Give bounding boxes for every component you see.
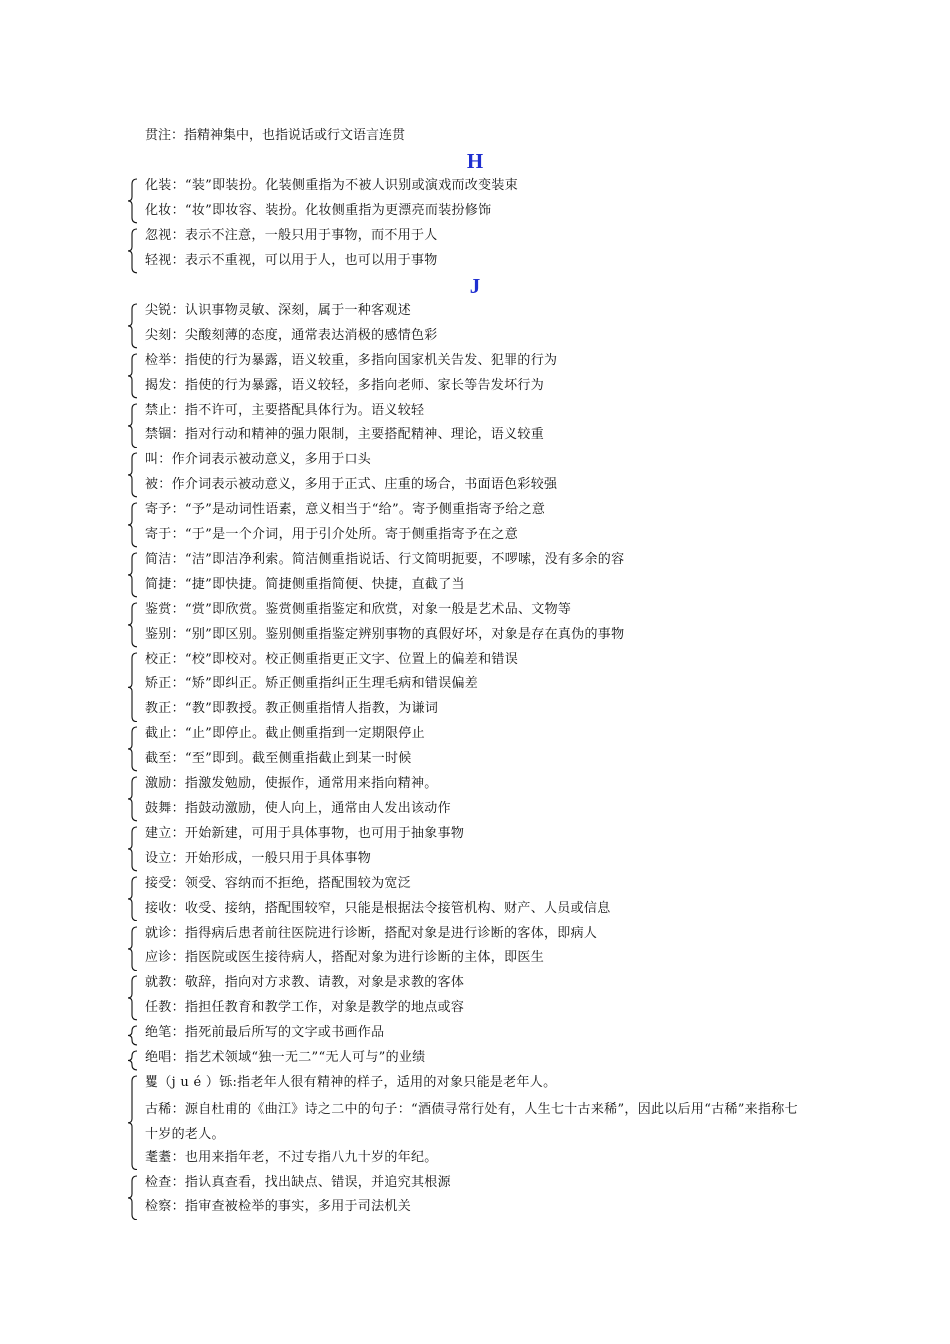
entry-line: 接受：领受、容纳而不拒绝，搭配围较为宽泛 <box>145 875 412 891</box>
entry-line: 绝笔：指死前最后所写的文字或书画作品 <box>145 1025 385 1041</box>
entry-line: 耄耋：也用来指年老，不过专指八九十岁的年纪。 <box>145 1149 438 1165</box>
entry-line: 化装：“装”即装扮。化装侧重指为不被人识别或演戏而改变装束 <box>145 178 518 193</box>
brace-icon <box>128 1175 138 1221</box>
entry-line: 鉴别：“别”即区别。鉴别侧重指鉴定辨别事物的真假好坏，对象是存在真伪的事物 <box>145 626 625 642</box>
entry-line: 简洁：“洁”即洁净利索。简洁侧重指说话、行文简明扼要，不啰嗦，没有多余的容 <box>145 552 625 567</box>
brace-icon <box>128 602 138 648</box>
entry-line: 忽视：表示不注意，一般只用于事物，而不用于人 <box>145 227 438 243</box>
entry-line: 教正：“教”即教授。教正侧重指情人指教，为谦词 <box>145 701 439 717</box>
entry-line: 轻视：表示不重视，可以用于人，也可以用于事物 <box>145 252 438 268</box>
entry-line: 禁止：指不许可，主要搭配具体行为。语义较轻 <box>145 402 425 418</box>
entry-group <box>128 824 808 874</box>
entry-line: 寄予：“予”是动词性语素，意义相当于“给”。寄予侧重指寄予给之意 <box>145 502 546 518</box>
entry-line: 应诊：指医院或医生接待病人，搭配对象为进行诊断的主体，即医生 <box>145 950 545 966</box>
entry-group <box>128 924 808 974</box>
brace-icon <box>128 876 138 922</box>
entry-line: 就教：敬辞，指向对方求教、请教，对象是求教的客体 <box>145 975 465 991</box>
entry-group <box>128 550 808 600</box>
entry-line: 绝唱：指艺术领域“独一无二”“无人可与”的业绩 <box>145 1050 426 1065</box>
entry-line: 被：作介词表示被动意义，多用于正式、庄重的场合，书面语色彩较强 <box>145 477 558 493</box>
brace-icon <box>128 228 138 274</box>
entry-line: 激励：指激发勉励，使振作，通常用来指向精神。 <box>145 776 438 792</box>
entry-group <box>128 176 808 226</box>
entry-group <box>128 600 808 650</box>
entry-line: 就诊：指得病后患者前往医院进行诊断，搭配对象是进行诊断的客体，即病人 <box>145 925 598 941</box>
entry-line: 古稀：源自杜甫的《曲江》诗之二中的句子：“酒债寻常行处有，人生七十古来稀”，因此以后用“古稀”来指称七十岁的老人。 <box>145 1101 798 1142</box>
entry-line: 校正：“校”即校对。校正侧重指更正文字、位置上的偏差和错误 <box>145 651 518 667</box>
entry-group <box>128 301 808 351</box>
entry-line: 检举：指使的行为暴露，语义较重，多指向国家机关告发、犯罪的行为 <box>145 352 558 368</box>
entry-line: 设立：开始形成，一般只用于具体事物 <box>145 850 372 866</box>
entry-group <box>128 1023 808 1048</box>
brace-icon <box>128 403 138 449</box>
entry-group <box>128 774 808 824</box>
entry-line: 尖锐：认识事物灵敏、深刻，属于一种客观述 <box>145 303 412 318</box>
entry-group <box>128 650 808 725</box>
entry-line: 检查：指认真查看，找出缺点、错误，并追究其根源 <box>145 1174 451 1190</box>
section-letter: J <box>469 274 481 298</box>
entry-line: 禁锢：指对行动和精神的强力限制，主要搭配精神、理论，语义较重 <box>145 427 545 443</box>
entry-line: 矫正：“矫”即纠正。矫正侧重指纠正生理毛病和错误偏差 <box>145 676 479 692</box>
entry-group <box>128 1048 808 1073</box>
brace-icon <box>128 726 138 772</box>
entry-group <box>128 500 808 550</box>
brace-icon <box>128 926 138 972</box>
brace-icon <box>128 1025 138 1046</box>
entry-group <box>128 874 808 924</box>
brace-icon <box>128 776 138 822</box>
entry-line: 贯注：指精神集中，也指说话或行文语言连贯 <box>145 128 406 143</box>
entry-line: 矍（j u é ）铄:指老年人很有精神的样子，适用的对象只能是老年人。 <box>145 1074 557 1090</box>
entry-line: 揭发：指使的行为暴露，语义较轻，多指向老师、家长等告发坏行为 <box>145 377 545 393</box>
section-letter: H <box>466 149 484 173</box>
entry-line: 任教：指担任教育和教学工作，对象是教学的地点或容 <box>145 1000 465 1016</box>
entry-line: 化妆：“妆”即妆容、装扮。化妆侧重指为更漂亮而装扮修饰 <box>145 202 492 218</box>
entry-line: 检察：指审查被检举的事实，多用于司法机关 <box>145 1199 412 1215</box>
brace-icon <box>128 652 138 723</box>
brace-icon <box>128 452 138 498</box>
entry-line: 寄于：“于”是一个介词，用于引介处所。寄于侧重指寄予在之意 <box>145 527 518 543</box>
entry-line: 截止：“止”即停止。截止侧重指到一定期限停止 <box>145 726 425 742</box>
brace-icon <box>128 303 138 349</box>
entry-line: 叫：作介词表示被动意义，多用于口头 <box>145 452 372 468</box>
brace-icon <box>128 826 138 872</box>
entry-line: 尖刻：尖酸刻薄的态度，通常表达消极的感情色彩 <box>145 327 438 343</box>
brace-icon <box>128 502 138 548</box>
entry-line: 鉴赏：“赏”即欣赏。鉴赏侧重指鉴定和欣赏，对象一般是艺术品、文物等 <box>145 601 572 617</box>
entry-group <box>128 1173 808 1223</box>
brace-icon <box>128 178 138 224</box>
entry-line: 建立：开始新建，可用于具体事物，也可用于抽象事物 <box>145 825 465 841</box>
entry-group <box>128 724 808 774</box>
entry-line: 接收：收受、接纳，搭配围较窄，只能是根据法令接管机构、财产、人员或信息 <box>145 900 611 916</box>
entry-line: 截至：“至”即到。截至侧重指截止到某一时候 <box>145 751 412 767</box>
entry-group <box>128 973 808 1023</box>
entry-line: 鼓舞：指鼓动激励，使人向上，通常由人发出该动作 <box>145 800 451 816</box>
brace-icon <box>128 552 138 598</box>
entry-line: 简捷：“捷”即快捷。简捷侧重指简便、快捷，直截了当 <box>145 576 465 592</box>
entry-group <box>128 226 808 276</box>
brace-icon <box>128 1050 138 1071</box>
entry-group <box>128 1073 808 1173</box>
brace-icon <box>128 353 138 399</box>
entry-group <box>128 351 808 401</box>
entry-group <box>128 450 808 500</box>
entry-group <box>128 401 808 451</box>
brace-icon <box>128 1075 138 1171</box>
brace-icon <box>128 975 138 1021</box>
